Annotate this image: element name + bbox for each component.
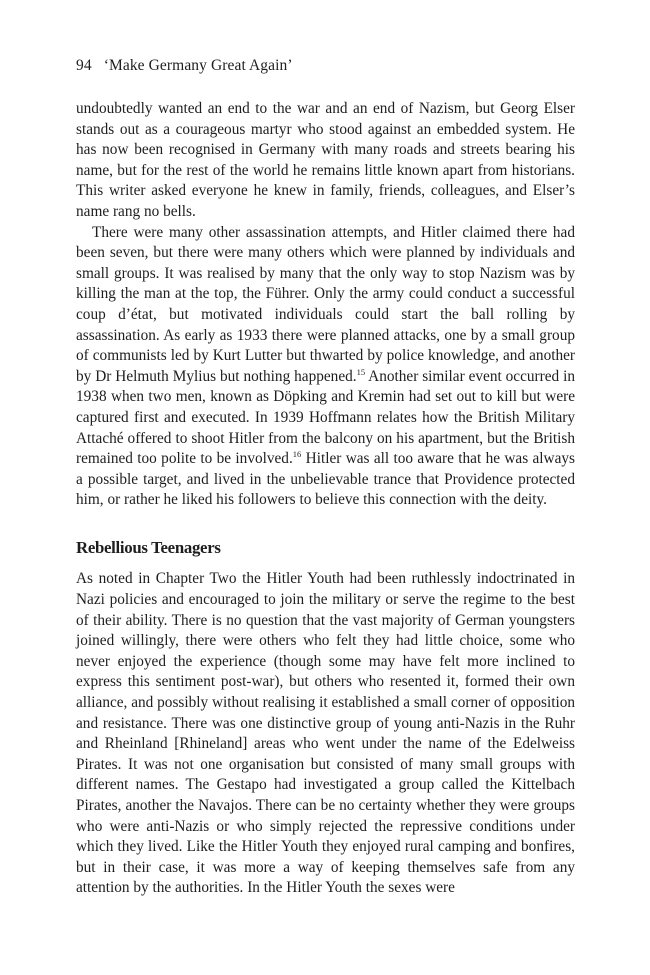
running-title: ‘Make Germany Great Again’ xyxy=(103,57,293,74)
running-header xyxy=(76,57,293,75)
paragraph-text: Hitler was all too aware that he was always a possible target, and lived in the unbelievable trance that Providence protected him, or rather he liked his followers to believe this connection with the deity. xyxy=(76,450,575,509)
body-text xyxy=(76,99,575,899)
paragraph: undoubtedly wanted an end to the war and an end of Nazism, but Georg Elser stands out as a courageous martyr who stood against an embedded system. He has now been recognised in Germany with many roads and streets bearing his name, but for the rest of the world he remains little known apart from historians. This writer asked everyone he knew in family, friends, colleagues, and Elser’s name rang no bells. xyxy=(76,100,575,220)
paragraph-text: Another similar event occurred in 1938 when two men, known as Döpking and Kremin had set out to kill but were captured first and executed. In 1939 Hoffmann relates how the British Military Attaché offered to shoot Hitler from the balcony on his apartment, but the British remained too polite to be involved. xyxy=(76,367,575,468)
footnote-marker: 16 xyxy=(292,449,302,460)
paragraph: As noted in Chapter Two the Hitler Youth had been ruthlessly indoctrinated in Nazi policies and encouraged to join the military or serve the regime to the best of their ability. There is no question that the vast majority of German youngsters joined willingly, there were others who felt they had little choice, some who never enjoyed the experience (though some may have felt more inclined to express this sentiment post-war), but others who resented it, formed their own alliance, and possibly without realising it established a small corner of opposition and resistance. There was one distinctive group of young anti-Nazis in the Ruhr and Rheinland [Rhineland] areas who went under the name of the Edelweiss Pirates. It was not one organisation but consisted of many small groups with different names. The Gestapo had investigated a group called the Kittelbach Pirates, another the Navajos. There can be no certainty whether they were groups who were anti-Nazis or who simply rejected the repressive conditions under which they lived. Like the Hitler Youth they enjoyed rural camping and bonfires, but in their case, it was more a way of keeping themselves safe from any attention by the authorities. In the Hitler Youth the sexes were xyxy=(76,570,575,897)
section-heading: Rebellious Teenagers xyxy=(76,537,221,557)
footnote-marker: 15 xyxy=(356,366,366,377)
paragraph xyxy=(76,223,575,511)
page-number: 94 xyxy=(76,57,92,74)
paragraph-text: There were many other assassination attempts, and Hitler claimed there had been seven, but there were many others which were planned by individuals and small groups. It was realised by many that the only way to stop Nazism was by killing the man at the top, the Führer. Only the army could conduct a successful coup d’état, but motivated individuals could start the ball rolling by assassination. As early as 1933 there were planned attacks, one by a small group of communists led by Kurt Lutter but thwarted by police knowledge, and another by Dr Helmuth Mylius but nothing happened. xyxy=(76,223,575,385)
